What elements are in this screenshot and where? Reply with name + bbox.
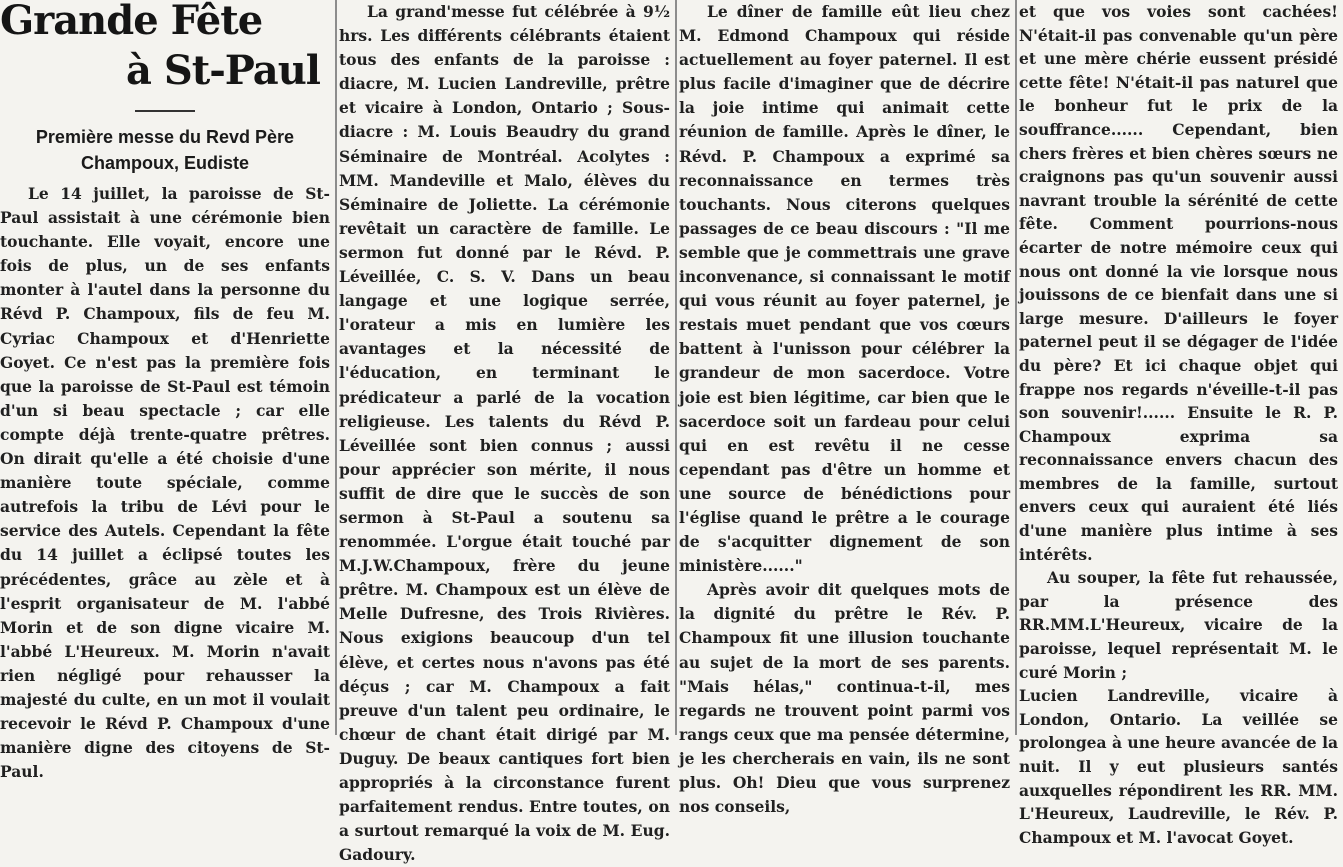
article-subhead: Première messe du Revd Père Champoux, Eudiste bbox=[35, 127, 295, 173]
headline-line-2: à St-Paul bbox=[125, 47, 320, 94]
column-2 bbox=[335, 0, 675, 865]
column-2-text: La grand'messe fut célébrée à 9½ hrs. Les différents célébrants étaient tous des enfants de la paroisse : diacre, M. Lucien Landreville, prêtre et vicaire à London, Ontario ; Sous-diacre : M. Louis Beaudry du grand Séminaire de Montréal. Acolytes : MM. Mandeville et Malo, élèves du Séminaire de Joliette. La cérémonie revêtait un caractère de famille. Le sermon fut donné par le Révd. P. Léveillée, C. S. V. Dans un beau langage et une logique serrée, l'orateur a mis en lumière les avantages et la nécessité de l'éducation, en terminant le prédicateur a parlé de la vocation religieuse. Les talents du Révd P. Léveillée sont bien connus ; aussi pour apprécier son mérite, il nous suffit de dire que le succès de son sermon à St-Paul a soutenu sa renommée. L'orgue était touché par M.J.W.Champoux, frère du jeune prêtre. M. Champoux est un élève de Melle Dufresne, des Trois Rivières. Nous exigions beaucoup d'un tel élève, et certes nous n'avons pas été déçus ; car M. Champoux a fait preuve d'un talent peu ordinaire, le chœur de chant était dirigé par M. Duguy. De beaux cantiques fort bien appropriés à la circonstance furent parfaitement rendus. Entre toutes, on a surtout remarqué la voix de M. Eug. Gadoury. bbox=[339, 2, 670, 865]
column-1 bbox=[0, 0, 335, 782]
column-3 bbox=[675, 0, 1015, 817]
headline-divider bbox=[135, 110, 195, 112]
column-3-paragraph-2: Après avoir dit quelques mots de la dignité du prêtre le Rév. P. Champoux fit une illusion touchante au sujet de la mort de ses parents. "Mais hélas," continua-t-il, mes regards ne trouvent point parmi vos rangs ceux que ma pensée détermine, je les chercherais en vain, ils ne sont plus. Oh! Dieu que vous surprenez nos conseils, bbox=[679, 580, 1010, 817]
column-4-paragraph-1: et que vos voies sont cachées! N'était-il pas convenable qu'un père et une mère chérie eussent présidé cette fête! N'était-il pas naturel que le bonheur fut le prix de la souffrance...... Cependant, bien chers frères et bien chères sœurs ne craignons pas qu'un souvenir aussi navrant trouble la sérénité de cette fête. Comment pourrions-nous écarter de notre mémoire ceux qui nous ont donné la vie lorsque nous jouissons de ce bienfait dans une si large mesure. D'ailleurs le foyer paternel peut il se dégager de l'idée du père? Et ici chaque objet qui frappe nos regards n'éveille-t-il pas son souvenir!...... Ensuite le R. P. Champoux exprima sa reconnaissance envers chacun des membres de la famille, surtout envers ceux qui auraient été liés d'une manière plus intime à ses intérêts. bbox=[1019, 2, 1338, 564]
column-1-text: Le 14 juillet, la paroisse de St-Paul assistait à une cérémonie bien touchante. Elle voyait, encore une fois de plus, un de ses enfants monter à l'autel dans la personne du Révd P. Champoux, fils de feu M. Cyriac Champoux et d'Henriette Goyet. Ce n'est pas la première fois que la paroisse de St-Paul est témoin d'un si beau spectacle ; car elle compte déjà trente-quatre prêtres. On dirait qu'elle a été choisie d'une manière toute spéciale, comme autrefois la tribu de Lévi pour le service des Autels. Cependant la fête du 14 juillet a éclipsé toutes les précédentes, grâce au zèle et à l'esprit organisateur de M. l'abbé Morin et de son digne vicaire M. l'abbé L'Heureux. M. Morin n'avait rien négligé pour rehausser la majesté du culte, en un mot il voulait recevoir le Révd P. Champoux d'une manière digne des citoyens de St-Paul. bbox=[0, 184, 330, 782]
headline-line-1: Grande Fête bbox=[0, 0, 263, 44]
column-4 bbox=[1015, 0, 1343, 847]
column-4-paragraph-3: Lucien Landreville, vicaire à London, Ontario. La veillée se prolongea à une heure avancée de la nuit. Il y eut plusieurs santés auxquelles répondirent les RR. MM. L'Heureux, Laudreville, le Rév. P. Champoux et M. l'avocat Goyet. bbox=[1019, 686, 1338, 847]
column-4-paragraph-2: Au souper, la fête fut rehaussée, par la présence des RR.MM.L'Heureux, vicaire de la paroisse, lequel représentait M. le curé Morin ; bbox=[1019, 568, 1338, 682]
column-3-paragraph-1: Le dîner de famille eût lieu chez M. Edmond Champoux qui réside actuellement au foyer paternel. Il est plus facile d'imaginer que de décrire la joie intime qui animait cette réunion de famille. Après le dîner, le Révd. P. Champoux a exprimé sa reconnaissance en termes très touchants. Nous citerons quelques passages de ce beau discours : "Il me semble que je commettrais une grave inconvenance, si connaissant le motif qui vous réunit au foyer paternel, je restais muet pendant que vos cœurs battent à l'unisson pour célébrer la grandeur de mon sacerdoce. Votre joie est bien légitime, car bien que le sacerdoce soit un fardeau pour celui qui en est revêtu il ne cesse cependant pas d'être un homme et une source de bénédictions pour l'église quand le prêtre a le courage de s'acquitter dignement de son ministère......" bbox=[679, 2, 1010, 576]
